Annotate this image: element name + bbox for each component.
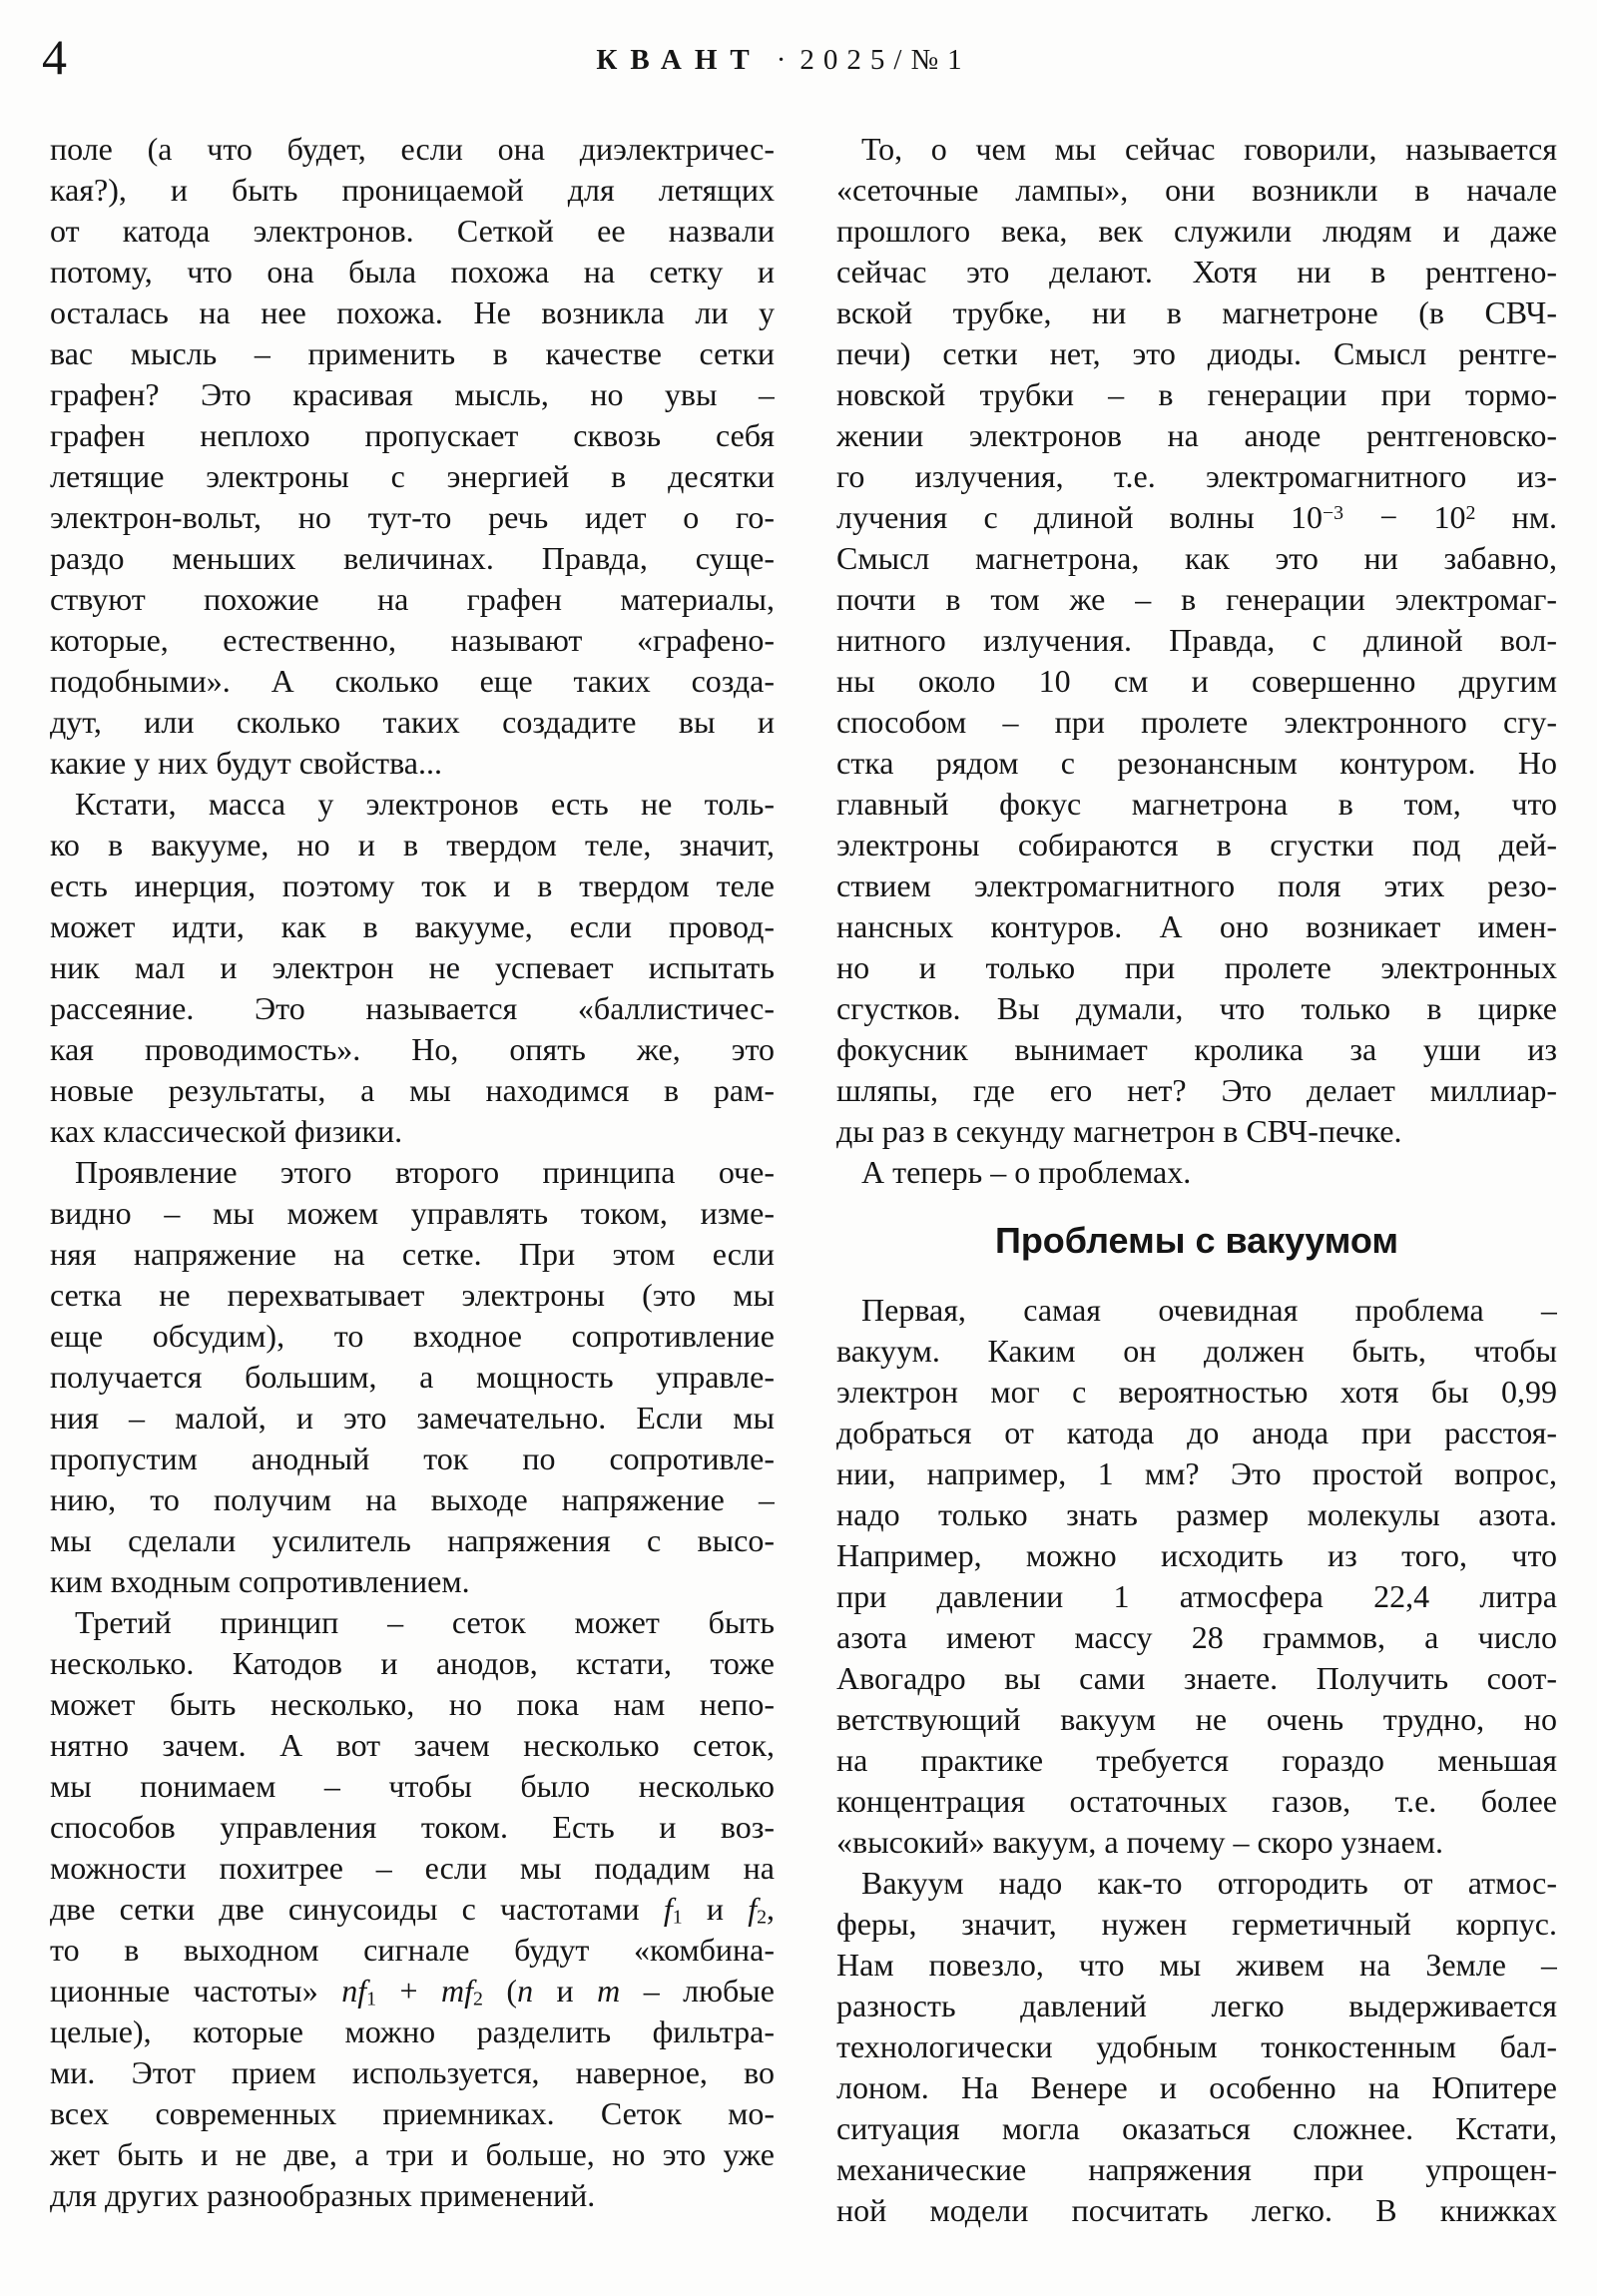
text-line: надо только знать размер молекулы азота. <box>836 1496 1557 1532</box>
text-line: нансных контуров. А оно возникает имен- <box>836 908 1557 944</box>
text-line: жении электронов на аноде рентгеновско- <box>836 417 1557 453</box>
paragraph <box>836 1152 1557 1193</box>
text-line: няя напряжение на сетке. При этом если <box>50 1236 775 1272</box>
text-line: графен? Это красивая мысль, но увы – <box>50 376 775 412</box>
text-line: вской трубке, ни в магнетроне (в СВЧ- <box>836 294 1557 330</box>
journal-title: КВАНТ <box>596 44 763 76</box>
header-separator-dot: · <box>776 44 787 76</box>
right-column <box>836 129 1557 2231</box>
text-line: потому, что она была похожа на сетку и <box>50 254 775 289</box>
text-line: лоном. На Венере и особенно на Юпитере <box>836 2069 1557 2105</box>
text-line: печи) сетки нет, это диоды. Смысл рентге- <box>836 335 1557 371</box>
text-line: раздо меньших величинах. Правда, суще- <box>50 540 775 576</box>
text-line: нятно зачем. А вот зачем несколько сеток, <box>50 1727 775 1763</box>
text-line: нии, например, 1 мм? Это простой вопрос, <box>836 1455 1557 1491</box>
text-line: нитного излучения. Правда, с длиной вол- <box>836 622 1557 658</box>
paragraph <box>50 784 775 1152</box>
text-line: способом – при пролете электронного сгу- <box>836 704 1557 740</box>
text-line: го излучения, т.е. электромагнитного из- <box>836 458 1557 494</box>
text-line: ситуация могла оказаться сложнее. Кстати, <box>836 2110 1557 2146</box>
paragraph <box>836 1863 1557 2231</box>
text-line: видно – мы можем управлять током, изме- <box>50 1195 775 1231</box>
text-line: подобными». А сколько еще таких созда- <box>50 663 775 699</box>
section-heading: Проблемы с вакуумом <box>994 1220 1399 1261</box>
text-line: стка рядом с резонансным контуром. Но <box>836 745 1557 781</box>
text-line: феры, значит, нужен герметичный корпус. <box>836 1906 1557 1942</box>
text-line: Первая, самая очевидная проблема – <box>861 1292 1557 1328</box>
paragraph <box>50 1602 775 2216</box>
issue-label: 2025/№1 <box>799 44 971 76</box>
text-line: главный фокус магнетрона в том, что <box>836 786 1557 822</box>
text-line: ник мал и электрон не успевает испытать <box>50 949 775 985</box>
text-line: концентрация остаточных газов, т.е. более <box>836 1783 1557 1819</box>
text-line: ветствующий вакуум не очень трудно, но <box>836 1701 1557 1737</box>
text-line: новые результаты, а мы находимся в рам- <box>50 1072 775 1108</box>
text-line: ствуют похожие на графен материалы, <box>50 581 775 617</box>
text-line: ким входным сопротивлением. <box>50 1563 470 1599</box>
text-line: Смысл магнетрона, как это ни забавно, <box>836 540 1557 576</box>
text-line: кая проводимость». Но, опять же, это <box>50 1031 775 1067</box>
text-line: может быть несколько, но пока нам непо- <box>50 1686 775 1722</box>
text-line: добраться от катода до анода при расстоя- <box>836 1415 1557 1450</box>
text-line: То, о чем мы сейчас говорили, называется <box>861 131 1557 167</box>
text-line: жет быть и не две, а три и больше, но это уже <box>50 2136 775 2172</box>
text-line: целые), которые можно разделить фильтра- <box>50 2013 775 2049</box>
text-line: Нам повезло, что мы живем на Земле – <box>836 1947 1557 1983</box>
text-line: ной модели посчитать легко. В книжках <box>836 2192 1557 2228</box>
text-line: прошлого века, век служили людям и даже <box>836 213 1557 249</box>
text-line: всех современных приемниках. Сеток мо- <box>50 2095 775 2131</box>
text-line: вакуум. Каким он должен быть, чтобы <box>836 1333 1557 1369</box>
text-line: Вакуум надо как-то отгородить от атмос- <box>861 1865 1557 1901</box>
text-line: получается большим, а мощность управле- <box>50 1359 775 1395</box>
text-line: летящие электроны с энергией в десятки <box>50 458 775 494</box>
text-line: кая?), и быть проницаемой для летящих <box>50 172 775 208</box>
text-line: можности похитрее – если мы подадим на <box>50 1850 775 1886</box>
text-line: разность давлений легко выдерживается <box>836 1988 1557 2023</box>
text-line: на практике требуется гораздо меньшая <box>836 1742 1557 1778</box>
text-line: способов управления током. Есть и воз- <box>50 1809 775 1845</box>
left-column <box>50 129 775 2216</box>
text-line: лучения с длиной волны $10^{-3} - 10^2$ нм. <box>836 499 1557 535</box>
text-line: А теперь – о проблемах. <box>861 1154 1192 1190</box>
text-line: несколько. Катодов и анодов, кстати, тоже <box>50 1645 775 1681</box>
text-line: механические напряжения при упрощен- <box>836 2151 1557 2187</box>
text-line: Например, можно исходить из того, что <box>836 1537 1557 1573</box>
text-line: две сетки две синусоиды с частотами $f_1$ и $f_2$, <box>50 1891 775 1929</box>
text-line: технологически удобным тонкостенным бал- <box>836 2028 1557 2064</box>
text-line: новской трубки – в генерации при тормо- <box>836 376 1557 412</box>
text-line: вас мысль – применить в качестве сетки <box>50 335 775 371</box>
running-head <box>0 46 1567 75</box>
text-line: сетка не перехватывает электроны (это мы <box>50 1277 775 1313</box>
text-line: от катода электронов. Сеткой ее назвали <box>50 213 775 249</box>
paragraph <box>836 129 1557 1152</box>
text-line: Третий принцип – сеток может быть <box>75 1604 775 1640</box>
text-line: мы понимаем – чтобы было несколько <box>50 1768 775 1804</box>
text-line: которые, естественно, называют «графено- <box>50 622 775 658</box>
text-line: графен неплохо пропускает сквозь себя <box>50 417 775 453</box>
text-line: почти в том же – в генерации электромаг- <box>836 581 1557 617</box>
text-line: еще обсудим), то входное сопротивление <box>50 1318 775 1354</box>
text-line: поле (а что будет, если она диэлектричес- <box>50 131 775 167</box>
text-line: есть инерция, поэтому ток и в твердом теле <box>50 867 775 903</box>
text-line: ды раз в секунду магнетрон в СВЧ-печке. <box>836 1113 1402 1149</box>
text-line: ния – малой, и это замечательно. Если мы <box>50 1400 775 1435</box>
paragraph <box>50 129 775 784</box>
text-line: может идти, как в вакууме, если провод- <box>50 908 775 944</box>
text-line: электроны собираются в сгустки под дей- <box>836 827 1557 862</box>
text-line: азота имеют массу 28 граммов, а число <box>836 1619 1557 1655</box>
text-line: при давлении 1 атмосфера 22,4 литра <box>836 1578 1557 1614</box>
text-line: осталась на нее похожа. Не возникла ли у <box>50 294 775 330</box>
text-line: шляпы, где его нет? Это делает миллиар- <box>836 1072 1557 1108</box>
text-line: ках классической физики. <box>50 1113 403 1149</box>
text-line: пропустим анодный ток по сопротивле- <box>50 1440 775 1476</box>
text-line: «сеточные лампы», они возникли в начале <box>836 172 1557 208</box>
text-line: сейчас это делают. Хотя ни в рентгено- <box>836 254 1557 289</box>
text-line: но и только при пролете электронных <box>836 949 1557 985</box>
text-line: Кстати, масса у электронов есть не толь- <box>75 786 775 822</box>
text-line: Авогадро вы сами знаете. Получить соот- <box>836 1660 1557 1696</box>
text-line: ко в вакууме, но и в твердом теле, значит, <box>50 827 775 862</box>
paragraph <box>50 1152 775 1602</box>
text-line: мы сделали усилитель напряжения с высо- <box>50 1522 775 1558</box>
text-line: нию, то получим на выходе напряжение – <box>50 1481 775 1517</box>
text-line: фокусник вынимает кролика за уши из <box>836 1031 1557 1067</box>
text-line: дут, или сколько таких создадите вы и <box>50 704 775 740</box>
text-line: «высокий» вакуум, а почему – скоро узнаем. <box>836 1824 1444 1860</box>
text-line: сгустков. Вы думали, что только в цирке <box>836 990 1557 1026</box>
text-line: Проявление этого второго принципа оче- <box>75 1154 775 1190</box>
text-line: ми. Этот прием используется, наверное, во <box>50 2054 775 2090</box>
text-line: рассеяние. Это называется «баллистичес- <box>50 990 775 1026</box>
paragraph <box>836 1290 1557 1863</box>
page-number: 4 <box>42 29 67 85</box>
text-line: электрон мог с вероятностью хотя бы 0,99 <box>836 1374 1557 1410</box>
text-line: ны около 10 см и совершенно другим <box>836 663 1557 699</box>
text-line: для других разнообразных применений. <box>50 2177 596 2213</box>
text-line: ционные частоты» $nf_1 + mf_2$ (n и m – любые <box>50 1973 775 2010</box>
text-line: то в выходном сигнале будут «комбина- <box>50 1932 775 1968</box>
text-line: электрон-вольт, но тут-то речь идет о го- <box>50 499 775 535</box>
text-line: ствием электромагнитного поля этих резо- <box>836 867 1557 903</box>
text-line: какие у них будут свойства... <box>50 745 442 781</box>
